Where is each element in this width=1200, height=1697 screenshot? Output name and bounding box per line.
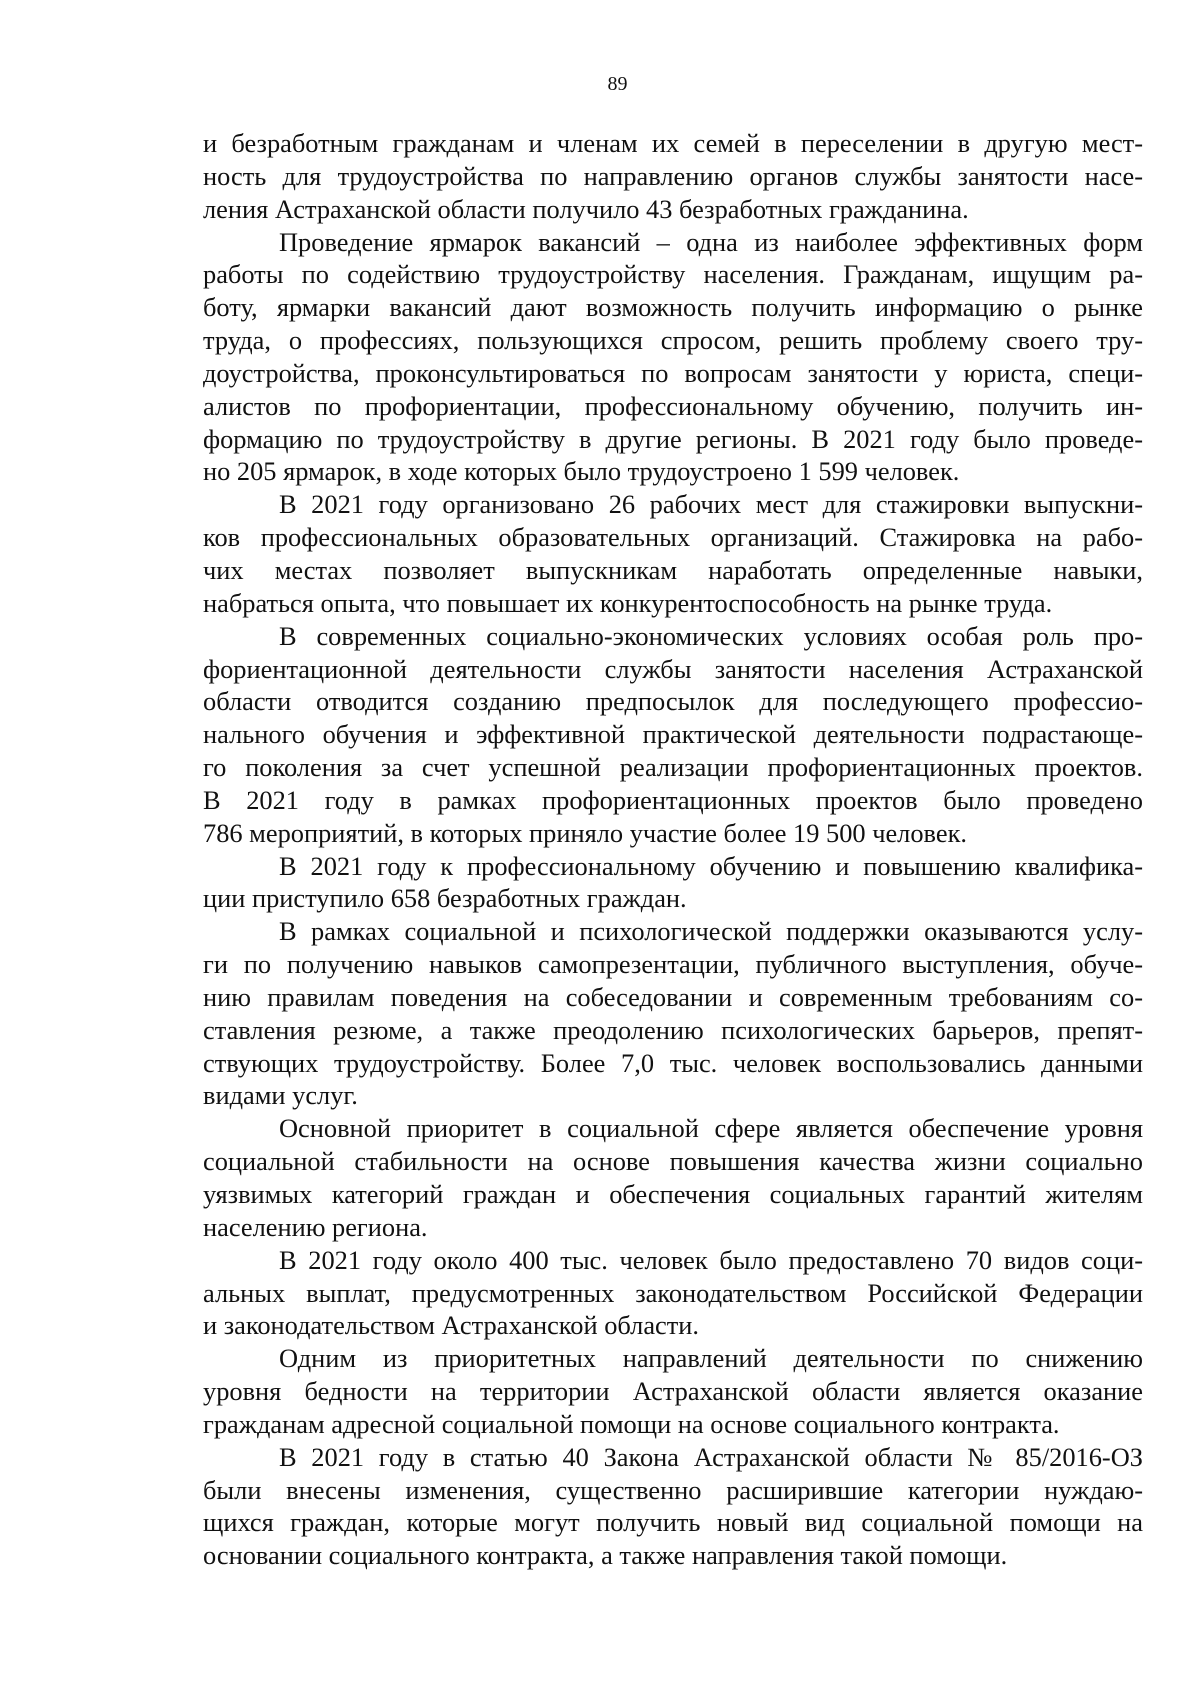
text-line: В 2021 году в статью 40 Закона Астраханской области № 85/2016-ОЗ — [279, 1441, 1143, 1472]
text-line: ков профессиональных образовательных организаций. Стажировка на рабо- — [203, 522, 1143, 553]
text-line: ления Астраханской области получило 43 безработных гражданина. — [203, 193, 969, 224]
text-line: Одним из приоритетных направлений деятельности по снижению — [279, 1343, 1143, 1374]
paragraph-2 — [203, 226, 1143, 489]
text-line: труда, о профессиях, пользующихся спросом, решить проблему своего тру- — [203, 325, 1143, 356]
text-line: В 2021 году организовано 26 рабочих мест для стажировки выпускни- — [279, 489, 1143, 520]
text-line: населению региона. — [203, 1211, 428, 1242]
paragraph-7 — [203, 1112, 1143, 1243]
text-line: боту, ярмарки вакансий дают возможность получить информацию о рынке — [203, 292, 1143, 323]
text-line: альных выплат, предусмотренных законодательством Российской Федерации — [203, 1277, 1143, 1308]
text-line: ность для трудоустройства по направлению органов службы занятости насе- — [203, 160, 1143, 191]
text-line: основании социального контракта, а также направления такой помощи. — [203, 1540, 1008, 1571]
text-line: нального обучения и эффективной практической деятельности подрастающе- — [203, 719, 1143, 750]
text-line: алистов по профориентации, профессиональному обучению, получить ин- — [203, 390, 1143, 421]
paragraph-9 — [203, 1342, 1143, 1441]
text-line: В современных социально-экономических условиях особая роль про- — [279, 620, 1143, 651]
text-line: работы по содействию трудоустройству населения. Гражданам, ищущим ра- — [203, 259, 1143, 290]
text-line: го поколения за счет успешной реализации профориентационных проектов. — [203, 752, 1143, 783]
text-line: В 2021 году в рамках профориентационных проектов было проведено — [203, 784, 1143, 815]
text-line: доустройства, проконсультироваться по вопросам занятости у юриста, специ- — [203, 357, 1143, 388]
text-line: области отводится созданию предпосылок для последующего профессио- — [203, 686, 1143, 717]
text-line: набраться опыта, что повышает их конкурентоспособность на рынке труда. — [203, 587, 1053, 618]
text-line: ги по получению навыков самопрезентации, публичного выступления, обуче- — [203, 949, 1143, 980]
text-line: ствующих трудоустройству. Более 7,0 тыс. человек воспользовались данными — [203, 1047, 1143, 1078]
text-line: фориентационной деятельности службы занятости населения Астраханской — [203, 653, 1143, 684]
paragraph-8 — [203, 1244, 1143, 1343]
text-line: формацию по трудоустройству в другие регионы. В 2021 году было проведе- — [203, 423, 1143, 454]
paragraph-1 — [203, 127, 1143, 226]
text-line: нию правилам поведения на собеседовании и современным требованиям со- — [203, 981, 1143, 1012]
paragraph-3 — [203, 488, 1143, 619]
text-line: но 205 ярмарок, в ходе которых было трудоустроено 1 599 человек. — [203, 456, 960, 487]
paragraph-10 — [203, 1441, 1143, 1572]
text-line: социальной стабильности на основе повышения качества жизни социально — [203, 1146, 1143, 1177]
text-line: видами услуг. — [203, 1080, 358, 1111]
paragraph-4 — [203, 620, 1143, 850]
body-text — [203, 127, 1143, 1572]
text-line: В рамках социальной и психологической поддержки оказываются услу- — [279, 916, 1143, 947]
text-line: Основной приоритет в социальной сфере является обеспечение уровня — [279, 1113, 1143, 1144]
text-line: Проведение ярмарок вакансий – одна из наиболее эффективных форм — [279, 226, 1143, 257]
text-line: щихся граждан, которые могут получить новый вид социальной помощи на — [203, 1507, 1143, 1538]
text-line: В 2021 году к профессиональному обучению и повышению квалифика- — [279, 850, 1143, 881]
text-line: и законодательством Астраханской области. — [203, 1310, 700, 1341]
paragraph-6 — [203, 915, 1143, 1112]
text-line: и безработным гражданам и членам их семей в переселении в другую мест- — [203, 128, 1143, 158]
text-line: были внесены изменения, существенно расширившие категории нуждаю- — [203, 1474, 1143, 1505]
text-line: чих местах позволяет выпускникам наработать определенные навыки, — [203, 554, 1143, 585]
text-line: ставления резюме, а также преодолению психологических барьеров, препят- — [203, 1014, 1143, 1045]
text-line: уязвимых категорий граждан и обеспечения социальных гарантий жителям — [203, 1179, 1143, 1209]
text-line: В 2021 году около 400 тыс. человек было предоставлено 70 видов соци- — [279, 1244, 1143, 1275]
text-line: ции приступило 658 безработных граждан. — [203, 883, 687, 914]
text-line: 786 мероприятий, в которых приняло участие более 19 500 человек. — [203, 817, 967, 848]
text-line: уровня бедности на территории Астраханской области является оказание — [203, 1376, 1143, 1407]
page-number: 89 — [607, 73, 628, 95]
paragraph-5 — [203, 850, 1143, 916]
text-line: гражданам адресной социальной помощи на основе социального контракта. — [203, 1408, 1060, 1439]
